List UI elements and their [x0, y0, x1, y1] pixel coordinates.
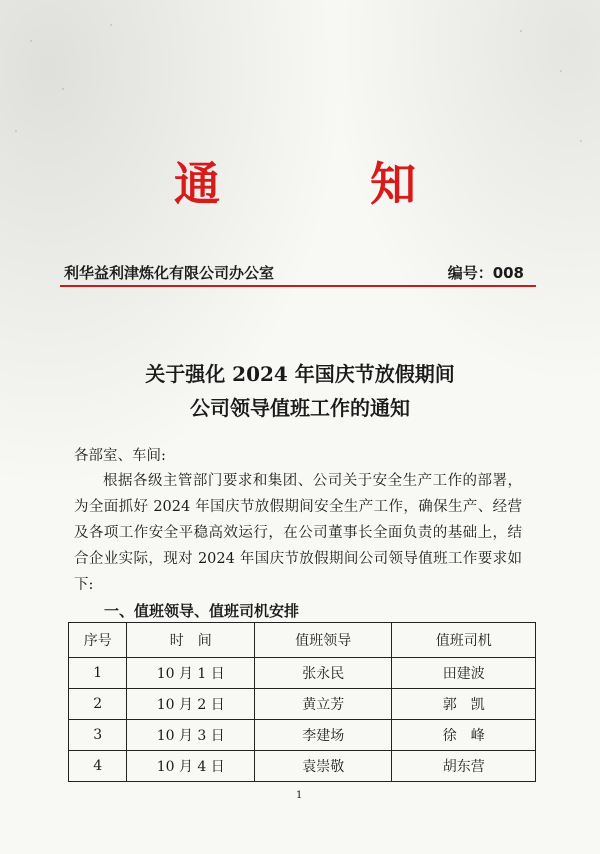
table-row [69, 751, 536, 782]
cell-driver: 徐 峰 [392, 720, 536, 751]
table-header-row [69, 623, 536, 658]
cell-seq: 2 [69, 689, 127, 720]
section-heading-1: 一、值班领导、值班司机安排 [104, 602, 300, 620]
issuer-name: 利华益利津炼化有限公司办公室 [64, 264, 275, 282]
cell-driver: 胡东营 [392, 751, 536, 782]
column-header-seq: 序号 [69, 623, 127, 658]
cell-leader: 袁崇敬 [255, 751, 392, 782]
cell-leader: 张永民 [255, 658, 392, 689]
notice-title-char-2: 知 [370, 157, 416, 211]
table-row [69, 658, 536, 689]
cell-date: 10 月 1 日 [127, 658, 255, 689]
document-title-line-2: 公司领导值班工作的通知 [190, 396, 410, 420]
table-row [69, 720, 536, 751]
column-header-driver: 值班司机 [392, 623, 536, 658]
issuer-row [64, 260, 532, 284]
page-number: 1 [296, 790, 303, 801]
table-row [69, 689, 536, 720]
notice-header-title [0, 148, 600, 211]
salutation: 各部室、车间: [74, 448, 166, 464]
cell-seq: 4 [69, 751, 127, 782]
cell-date: 10 月 3 日 [127, 720, 255, 751]
document-number: 编号：008 [447, 264, 524, 282]
cell-leader: 李建场 [255, 720, 392, 751]
column-header-date: 时 间 [127, 623, 255, 658]
cell-driver: 田建波 [392, 658, 536, 689]
document-title-line-1: 关于强化 2024 年国庆节放假期间 [145, 362, 455, 386]
cell-seq: 3 [69, 720, 127, 751]
cell-seq: 1 [69, 658, 127, 689]
red-divider-line [60, 285, 536, 287]
body-paragraph: 根据各级主管部门要求和集团、公司关于安全生产工作的部署，为全面抓好 2024 年国庆节放假期间安全生产工作，确保生产、经营及各项工作安全平稳高效运行，在公司董事长全面负责的基础上，结合企业实际，现对 2024 年国庆节放假期间公司领导值班工作要求如下: [74, 473, 522, 593]
notice-title-char-1: 通 [174, 157, 220, 211]
duty-schedule-table [68, 622, 536, 782]
cell-driver: 郭 凯 [392, 689, 536, 720]
column-header-leader: 值班领导 [255, 623, 392, 658]
cell-date: 10 月 2 日 [127, 689, 255, 720]
cell-leader: 黄立芳 [255, 689, 392, 720]
cell-date: 10 月 4 日 [127, 751, 255, 782]
